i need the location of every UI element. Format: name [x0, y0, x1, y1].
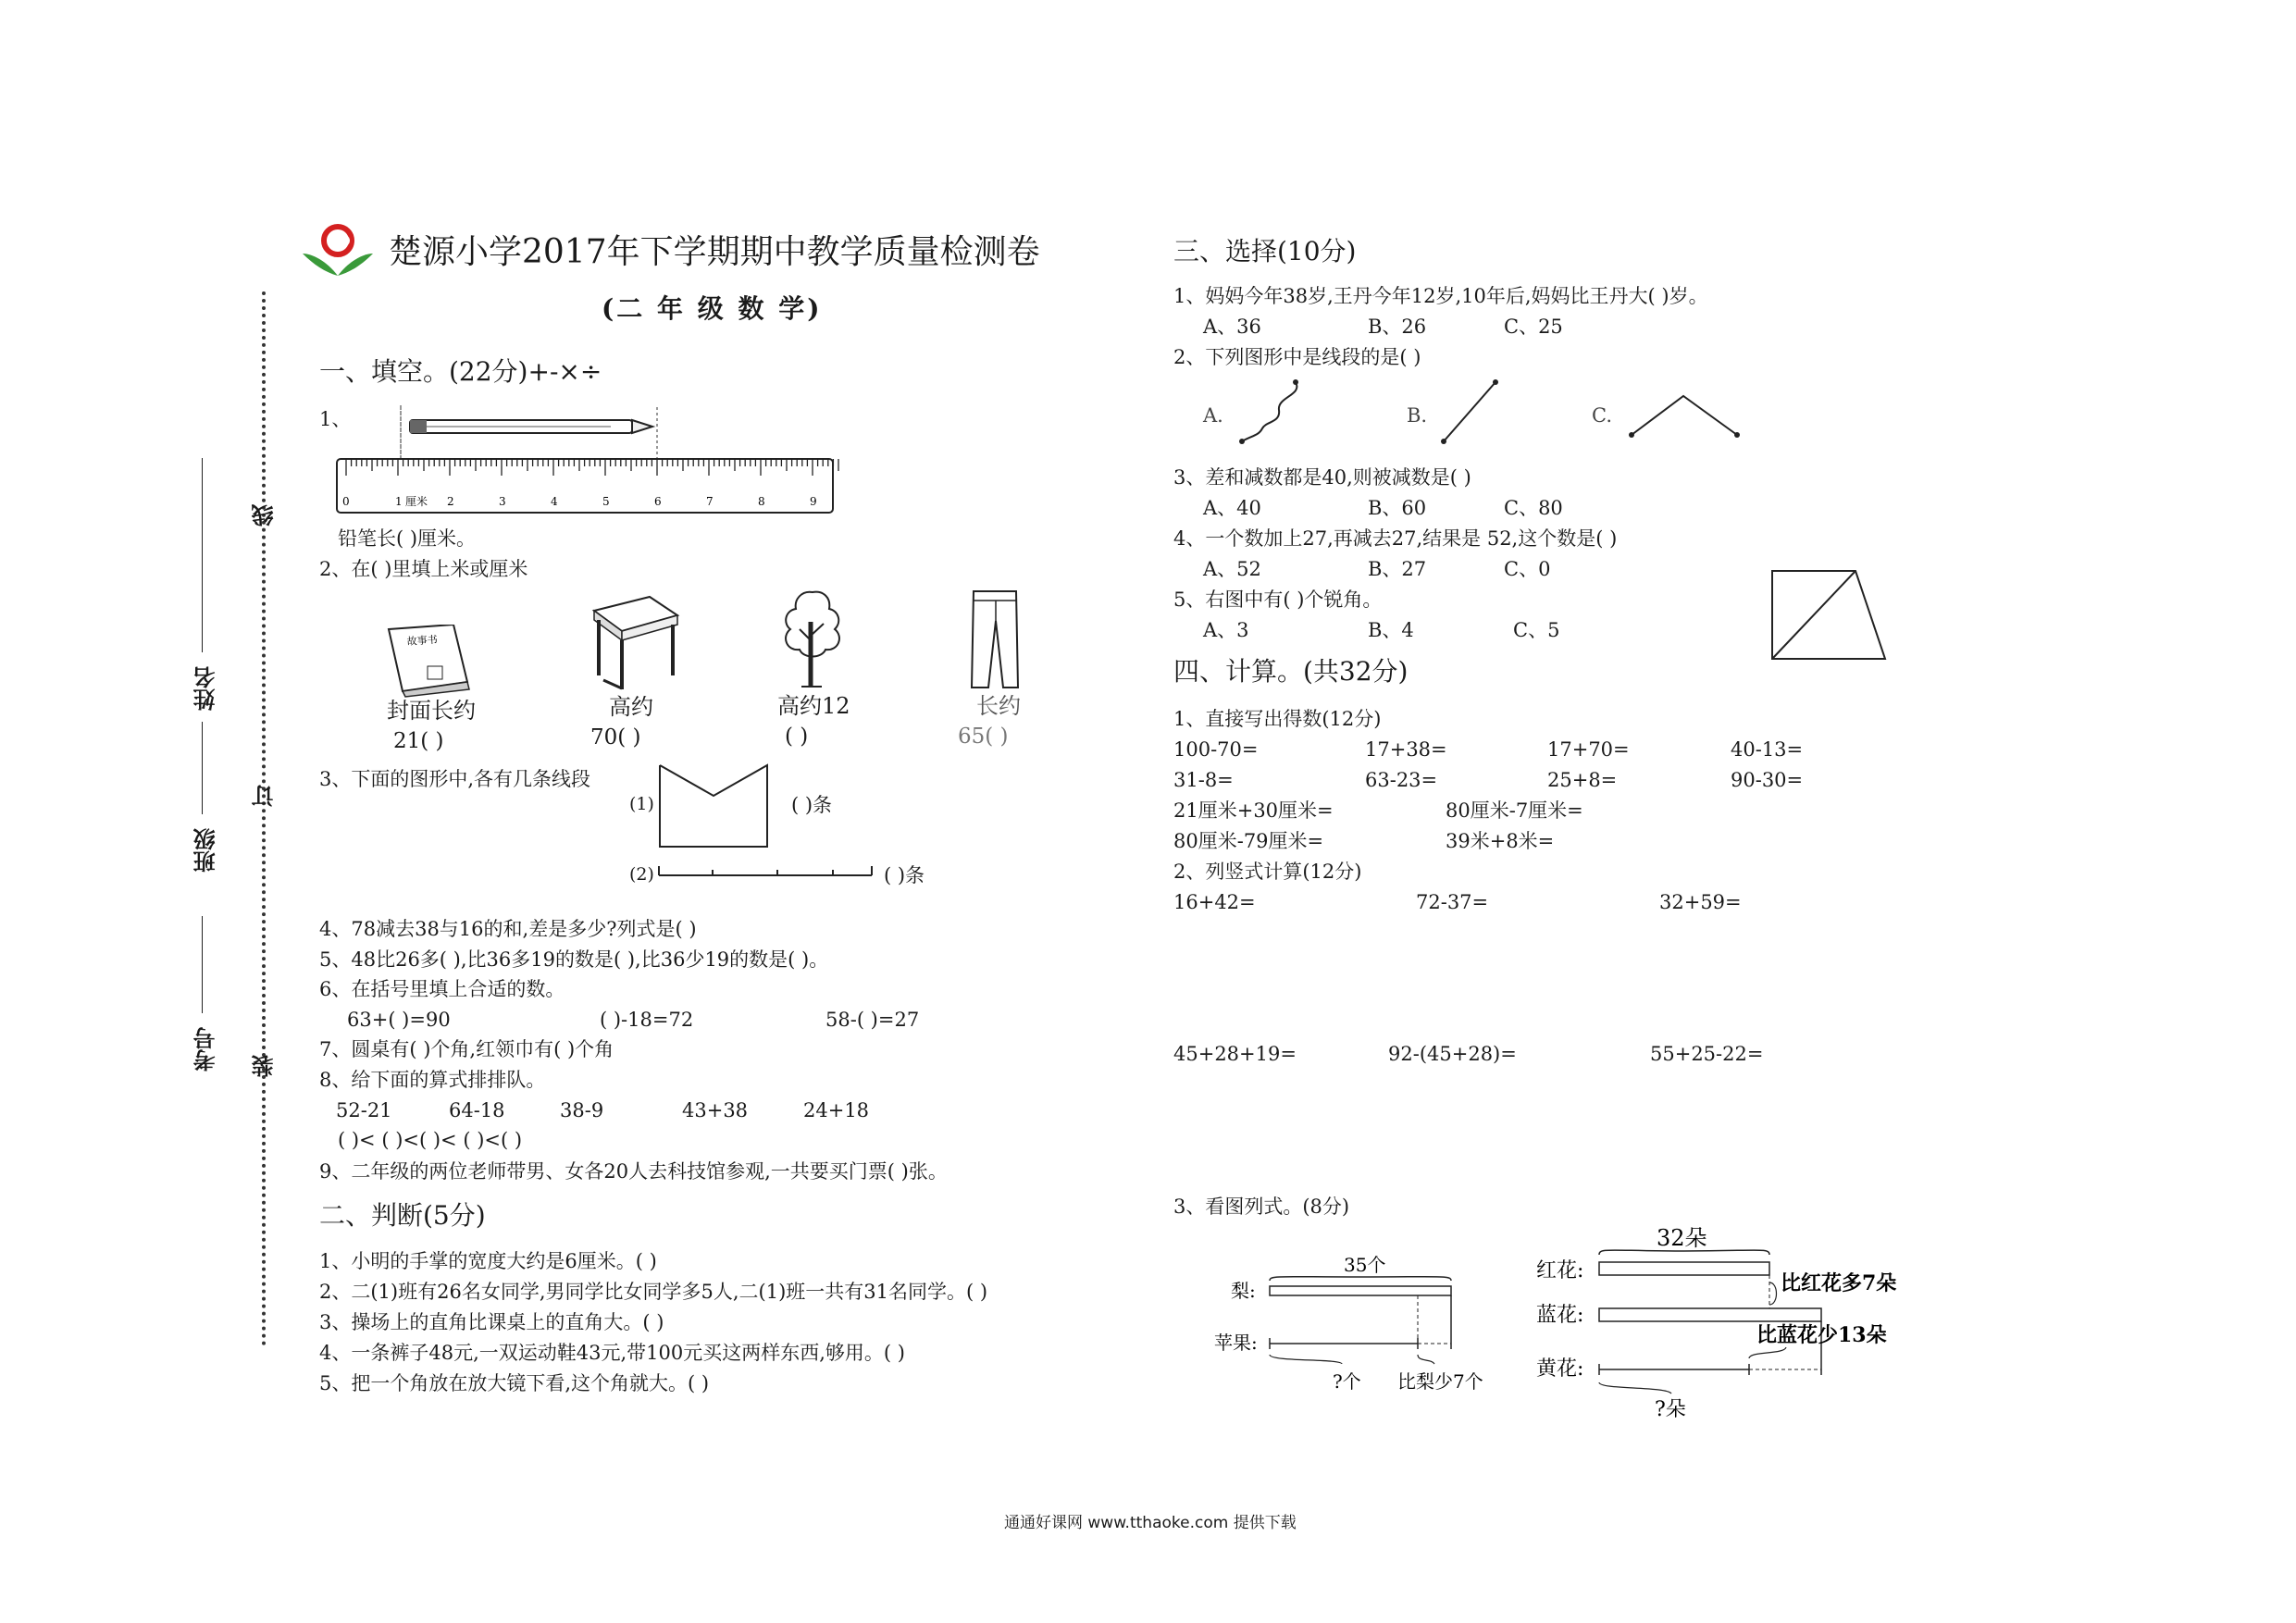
choice-q2-text: 2、下列图形中是线段的是( )	[1173, 346, 1421, 368]
choice-q5-option-a[interactable]: A、3	[1203, 619, 1249, 641]
section2-heading: 二、判断(5分)	[319, 1200, 486, 1231]
calc-sub3-text: 3、看图列式。(8分)	[1173, 1196, 1350, 1218]
book-value[interactable]: 21( )	[393, 729, 444, 753]
vertical-calc-4[interactable]: 45+28+19=	[1173, 1043, 1297, 1065]
judge-item-3[interactable]: 3、操场上的直角比课桌上的直角大。( )	[319, 1311, 664, 1333]
section1-heading: 一、填空。(22分)+-×÷	[319, 356, 602, 387]
q6-text: 6、在括号里填上合适的数。	[319, 978, 565, 1000]
q3-text: 3、下面的图形中,各有几条线段	[319, 768, 591, 790]
desk-icon	[585, 592, 687, 694]
calc-r2-c4[interactable]: 90-30=	[1731, 769, 1804, 791]
choice-q5-option-c[interactable]: C、5	[1513, 619, 1560, 641]
choice-q4-text: 4、一个数加上27,再减去27,结果是 52,这个数是( )	[1173, 527, 1618, 550]
fig1-apple-label: 苹果:	[1214, 1332, 1258, 1354]
q1-text: 铅笔长( )厘米。	[338, 527, 477, 550]
exam-id-field-label: 考号	[193, 1027, 219, 1072]
ruler-tick-9: 9	[810, 495, 817, 508]
tree-icon	[776, 585, 850, 691]
ruler-tick-2: 2	[447, 495, 454, 508]
vertical-calc-6[interactable]: 55+25-22=	[1650, 1043, 1764, 1065]
pear-apple-diagram	[1212, 1249, 1508, 1397]
fig2-blue-label: 蓝花:	[1536, 1304, 1584, 1327]
fig2-total: 32朵	[1657, 1225, 1707, 1251]
choice-q2-option-c[interactable]: C.	[1592, 404, 1612, 427]
q4-text: 4、78减去38与16的和,差是多少?列式是( )	[319, 918, 697, 940]
q6-item-1[interactable]: 63+( )=90	[347, 1009, 451, 1031]
calc-r4-c1[interactable]: 80厘米-79厘米=	[1173, 830, 1324, 852]
fig1-unknown: ?个	[1333, 1370, 1361, 1393]
judge-item-1[interactable]: 1、小明的手掌的宽度大约是6厘米。( )	[319, 1250, 657, 1272]
q8-order-row[interactable]: ( )< ( )<( )< ( )<( )	[338, 1129, 523, 1151]
desk-label: 高约	[609, 694, 653, 720]
q5-text: 5、48比26多( ),比36多19的数是( ),比36少19的数是( )。	[319, 948, 829, 971]
choice-q3-option-b[interactable]: B、60	[1368, 497, 1427, 519]
fig1-pear-label: 梨:	[1231, 1280, 1256, 1302]
calc-r2-c1[interactable]: 31-8=	[1173, 769, 1234, 791]
pants-label: 长约	[976, 693, 1021, 719]
fig2-note2: 比蓝花少13朵	[1756, 1323, 1887, 1347]
vertical-calc-1[interactable]: 16+42=	[1173, 891, 1256, 913]
binding-label-install: 装	[252, 1055, 278, 1077]
angle-icon	[1624, 389, 1744, 444]
calc-r1-c2[interactable]: 17+38=	[1365, 738, 1447, 761]
choice-q1-option-c[interactable]: C、25	[1504, 316, 1563, 338]
fig2-red-label: 红花:	[1536, 1259, 1584, 1282]
ruler-tick-4: 4	[551, 495, 558, 508]
q3-pentagon-shape	[652, 761, 773, 853]
choice-q3-option-a[interactable]: A、40	[1203, 497, 1261, 519]
choice-q2-option-a[interactable]: A.	[1203, 404, 1223, 427]
choice-q1-option-a[interactable]: A、36	[1203, 316, 1261, 338]
choice-q5-text: 5、右图中有( )个锐角。	[1173, 588, 1383, 611]
fig2-note1: 比红花多7朵	[1781, 1271, 1897, 1295]
calc-r2-c2[interactable]: 63-23=	[1365, 769, 1438, 791]
q7-text: 7、圆桌有( )个角,红领巾有( )个角	[319, 1038, 614, 1060]
book-icon	[379, 625, 481, 699]
q3-a-blank[interactable]: ( )条	[791, 794, 833, 816]
vertical-calc-5[interactable]: 92-(45+28)=	[1388, 1043, 1517, 1065]
footer-credit: 通通好课网 www.tthaoke.com 提供下载	[1004, 1514, 1297, 1532]
trapezoid-diagram	[1763, 566, 1893, 663]
section4-heading: 四、计算。(共32分)	[1173, 656, 1409, 687]
exam-title: 楚源小学2017年下学期期中教学质量检测卷	[389, 233, 1040, 271]
q2-text: 2、在( )里填上米或厘米	[319, 558, 528, 580]
q6-item-2[interactable]: ( )-18=72	[600, 1009, 694, 1031]
pants-value[interactable]: 65( )	[958, 725, 1009, 749]
calc-r4-c2[interactable]: 39米+8米=	[1446, 830, 1555, 852]
q8-expr-3: 38-9	[560, 1099, 604, 1121]
class-field-line[interactable]	[202, 722, 203, 814]
judge-item-4[interactable]: 4、一条裤子48元,一双运动鞋43元,带100元买这两样东西,够用。( )	[319, 1342, 905, 1364]
name-field-line[interactable]	[202, 458, 203, 652]
judge-item-5[interactable]: 5、把一个角放在放大镜下看,这个角就大。( )	[319, 1372, 710, 1394]
choice-q5-option-b[interactable]: B、4	[1368, 619, 1414, 641]
book-label: 封面长约	[387, 698, 476, 724]
fig2-yellow-label: 黄花:	[1536, 1357, 1584, 1381]
q9-text: 9、二年级的两位老师带男、女各20人去科技馆参观,一共要买门票( )张。	[319, 1160, 948, 1183]
q8-expr-5: 24+18	[803, 1099, 870, 1121]
school-logo-icon	[301, 222, 375, 279]
calc-r3-c1[interactable]: 21厘米+30厘米=	[1173, 799, 1334, 822]
ruler-tick-8: 8	[758, 495, 765, 508]
choice-q4-option-a[interactable]: A、52	[1203, 558, 1261, 580]
calc-sub1-text: 1、直接写出得数(12分)	[1173, 708, 1382, 730]
calc-r1-c3[interactable]: 17+70=	[1547, 738, 1630, 761]
binding-dotted-line	[262, 291, 266, 1346]
tree-label: 高约12	[777, 693, 850, 719]
q8-expr-1: 52-21	[336, 1099, 392, 1121]
ruler-tick-3: 3	[499, 495, 506, 508]
tree-value[interactable]: ( )	[785, 725, 809, 749]
q6-item-3[interactable]: 58-( )=27	[825, 1009, 920, 1031]
desk-value[interactable]: 70( )	[590, 725, 641, 750]
ruler-tick-7: 7	[706, 495, 714, 508]
fig2-unknown: ?朵	[1655, 1398, 1686, 1421]
segment-icon	[1433, 375, 1507, 449]
calc-r1-c1[interactable]: 100-70=	[1173, 738, 1259, 761]
q3-segment-shape	[657, 861, 875, 881]
curve-line-icon	[1231, 375, 1305, 449]
q3-b-label: (2)	[629, 864, 654, 885]
calc-sub2-text: 2、列竖式计算(12分)	[1173, 861, 1362, 883]
ruler-tick-0: 0	[342, 495, 350, 508]
ruler-tick-6: 6	[654, 495, 662, 508]
q1-number: 1、	[319, 408, 352, 430]
choice-q3-text: 3、差和减数都是40,则被减数是( )	[1173, 466, 1471, 489]
choice-q3-option-c[interactable]: C、80	[1504, 497, 1563, 519]
choice-q2-option-b[interactable]: B.	[1407, 404, 1428, 427]
q8-text: 8、给下面的算式排排队。	[319, 1069, 546, 1091]
exam-subtitle: (二 年 级 数 学)	[602, 293, 823, 324]
ruler-tick-5: 5	[602, 495, 610, 508]
fig1-note: 比梨少7个	[1397, 1370, 1483, 1393]
ruler-unit: 厘米	[405, 495, 428, 508]
flowers-diagram	[1536, 1220, 1925, 1423]
choice-q4-option-b[interactable]: B、27	[1368, 558, 1427, 580]
q3-b-blank[interactable]: ( )条	[884, 864, 925, 886]
q8-expr-4: 43+38	[682, 1099, 749, 1121]
binding-label-line: 线	[252, 504, 278, 527]
q8-expr-2: 64-18	[449, 1099, 505, 1121]
name-field-label: 姓名	[193, 666, 219, 711]
section3-heading: 三、选择(10分)	[1173, 236, 1357, 266]
judge-item-2[interactable]: 2、二(1)班有26名女同学,男同学比女同学多5人,二(1)班一共有31名同学。( )	[319, 1281, 988, 1303]
choice-q1-text: 1、妈妈今年38岁,王丹今年12岁,10年后,妈妈比王丹大( )岁。	[1173, 285, 1708, 307]
ruler-figure	[333, 405, 842, 521]
ruler-tick-1: 1	[395, 495, 403, 508]
calc-r3-c2[interactable]: 80厘米-7厘米=	[1446, 799, 1583, 822]
choice-q1-option-b[interactable]: B、26	[1368, 316, 1427, 338]
class-field-label: 班级	[193, 828, 219, 873]
calc-r1-c4[interactable]: 40-13=	[1731, 738, 1804, 761]
calc-r2-c3[interactable]: 25+8=	[1547, 769, 1618, 791]
q3-a-label: (1)	[629, 794, 654, 814]
fig1-total: 35个	[1344, 1254, 1386, 1276]
pants-icon	[962, 588, 1027, 691]
pencil-icon	[410, 420, 652, 433]
exam-id-field-line[interactable]	[202, 916, 203, 1013]
book-title-text: 故事书	[406, 633, 439, 648]
choice-q4-option-c[interactable]: C、0	[1504, 558, 1551, 580]
binding-label-order: 订	[252, 785, 278, 807]
vertical-calc-2[interactable]: 72-37=	[1416, 891, 1489, 913]
vertical-calc-3[interactable]: 32+59=	[1659, 891, 1742, 913]
